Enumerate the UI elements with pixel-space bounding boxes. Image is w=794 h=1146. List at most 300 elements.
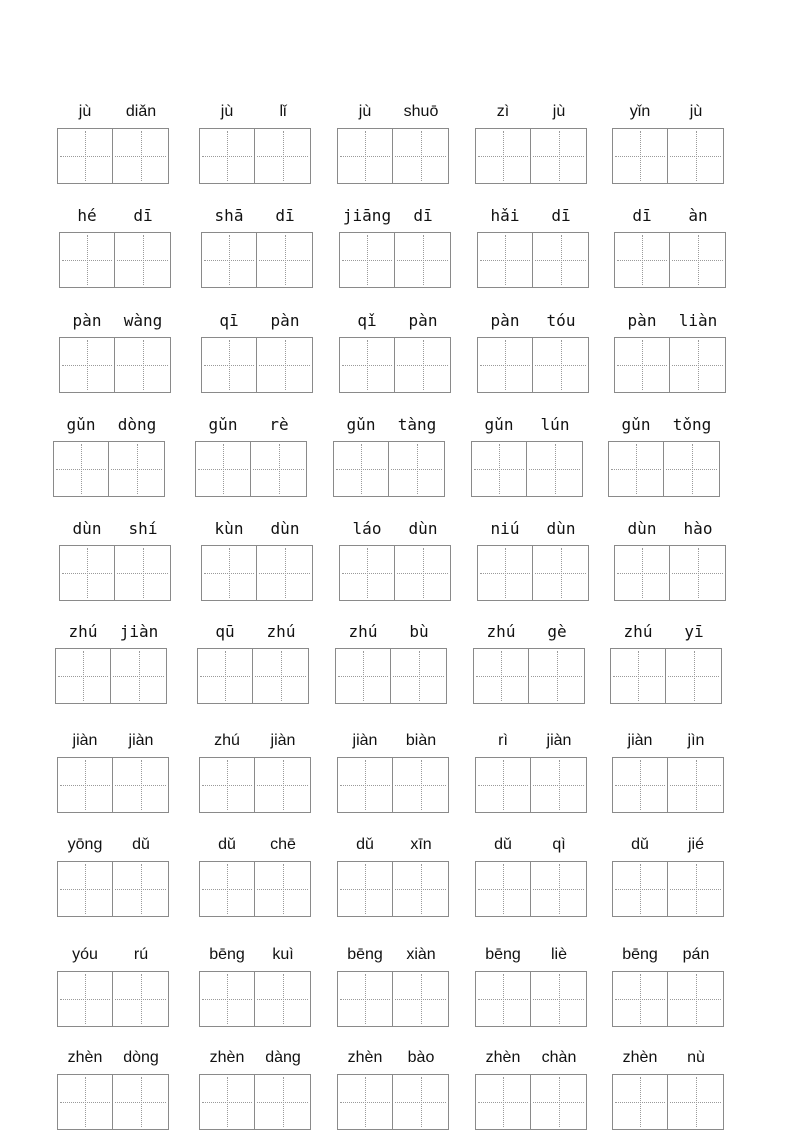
writing-cell[interactable] <box>395 232 451 288</box>
pinyin-right: bù <box>409 622 429 641</box>
writing-cell[interactable] <box>109 441 165 497</box>
pinyin-left: bēng <box>209 946 245 963</box>
word-item <box>475 1046 587 1146</box>
writing-cell[interactable] <box>395 545 451 601</box>
pinyin-right: dī <box>413 206 433 225</box>
writing-cell[interactable] <box>113 1074 169 1130</box>
pinyin-left: hǎi <box>490 206 520 225</box>
tianzige-box <box>195 441 307 497</box>
writing-cell[interactable] <box>339 545 395 601</box>
pinyin-right: àn <box>688 206 708 225</box>
pinyin-left: yǐn <box>629 103 651 120</box>
tianzige-box <box>201 232 313 288</box>
writing-cell[interactable] <box>335 648 391 704</box>
pinyin-right: jiàn <box>546 732 572 749</box>
pinyin-right: qì <box>552 836 566 853</box>
tianzige-box <box>614 337 726 393</box>
writing-cell[interactable] <box>668 128 724 184</box>
pinyin-left: jiàn <box>72 732 98 749</box>
writing-cell[interactable] <box>339 232 395 288</box>
word-item <box>475 729 587 829</box>
writing-cell[interactable] <box>475 757 531 813</box>
pinyin-left: jù <box>220 103 234 120</box>
word-item <box>612 833 724 933</box>
writing-cell[interactable] <box>533 232 589 288</box>
word-item <box>475 100 587 200</box>
tianzige-box <box>612 861 724 917</box>
word-item <box>195 413 307 513</box>
writing-cell[interactable] <box>195 441 251 497</box>
pinyin-right: rè <box>269 415 289 434</box>
writing-cell[interactable] <box>477 337 533 393</box>
word-item <box>201 309 313 409</box>
pinyin-left: pàn <box>72 311 102 330</box>
tianzige-box <box>475 861 587 917</box>
pinyin-left: dǔ <box>494 836 512 853</box>
pinyin-left: gǔn <box>66 415 96 434</box>
writing-cell[interactable] <box>201 232 257 288</box>
word-item <box>201 517 313 617</box>
writing-cell[interactable] <box>199 861 255 917</box>
writing-cell[interactable] <box>393 971 449 1027</box>
writing-cell[interactable] <box>57 971 113 1027</box>
tianzige-box <box>612 757 724 813</box>
writing-cell[interactable] <box>668 757 724 813</box>
pinyin-left: qǐ <box>357 311 377 330</box>
tianzige-box <box>57 1074 169 1130</box>
writing-cell[interactable] <box>529 648 585 704</box>
tianzige-box <box>199 757 311 813</box>
writing-cell[interactable] <box>670 232 726 288</box>
tianzige-box <box>473 648 585 704</box>
pinyin-left: rì <box>498 732 508 749</box>
tianzige-box <box>59 545 171 601</box>
tianzige-box <box>612 1074 724 1130</box>
word-item <box>199 100 311 200</box>
tianzige-box <box>614 545 726 601</box>
writing-cell[interactable] <box>531 757 587 813</box>
tianzige-box <box>197 648 309 704</box>
writing-cell[interactable] <box>475 861 531 917</box>
writing-cell[interactable] <box>610 648 666 704</box>
writing-cell[interactable] <box>257 232 313 288</box>
word-item <box>337 729 449 829</box>
tianzige-box <box>199 861 311 917</box>
tianzige-box <box>337 1074 449 1130</box>
pinyin-right: jìn <box>687 732 705 749</box>
writing-cell[interactable] <box>337 861 393 917</box>
writing-cell[interactable] <box>337 757 393 813</box>
tianzige-box <box>337 757 449 813</box>
writing-cell[interactable] <box>612 757 668 813</box>
pinyin-left: zhú <box>68 622 98 641</box>
writing-cell[interactable] <box>55 648 111 704</box>
word-item <box>337 943 449 1043</box>
pinyin-right: shí <box>128 519 158 538</box>
word-item <box>333 413 445 513</box>
pinyin-right: wàng <box>123 311 163 330</box>
pinyin-right: dòng <box>117 415 157 434</box>
pinyin-row <box>0 309 794 409</box>
word-item <box>57 100 169 200</box>
writing-cell[interactable] <box>670 545 726 601</box>
pinyin-left: shā <box>214 206 244 225</box>
tianzige-box <box>55 648 167 704</box>
writing-cell[interactable] <box>337 971 393 1027</box>
tianzige-box <box>201 545 313 601</box>
writing-cell[interactable] <box>531 1074 587 1130</box>
writing-cell[interactable] <box>612 128 668 184</box>
writing-cell[interactable] <box>53 441 109 497</box>
word-item <box>337 833 449 933</box>
word-item <box>335 620 447 720</box>
writing-cell[interactable] <box>253 648 309 704</box>
tianzige-box <box>475 1074 587 1130</box>
writing-cell[interactable] <box>612 971 668 1027</box>
word-item <box>59 204 171 304</box>
word-item <box>477 204 589 304</box>
pinyin-right: shuō <box>403 103 439 120</box>
word-item <box>614 309 726 409</box>
pinyin-right: jù <box>552 103 566 120</box>
writing-cell[interactable] <box>614 232 670 288</box>
word-item <box>614 204 726 304</box>
word-item <box>475 833 587 933</box>
pinyin-left: dùn <box>627 519 657 538</box>
word-item <box>610 620 722 720</box>
pinyin-left: bēng <box>622 946 658 963</box>
writing-cell[interactable] <box>333 441 389 497</box>
pinyin-left: zhú <box>623 622 653 641</box>
pinyin-right: tàng <box>397 415 437 434</box>
pinyin-left: zhèn <box>347 1049 383 1066</box>
tianzige-box <box>199 128 311 184</box>
writing-cell[interactable] <box>531 128 587 184</box>
writing-cell[interactable] <box>393 1074 449 1130</box>
pinyin-right: chē <box>270 836 296 853</box>
pinyin-left: zhèn <box>485 1049 521 1066</box>
tianzige-box <box>333 441 445 497</box>
pinyin-left: zhèn <box>67 1049 103 1066</box>
writing-cell[interactable] <box>197 648 253 704</box>
pinyin-row <box>0 943 794 1043</box>
word-item <box>57 833 169 933</box>
word-item <box>199 1046 311 1146</box>
writing-cell[interactable] <box>337 1074 393 1130</box>
writing-cell[interactable] <box>533 545 589 601</box>
writing-cell[interactable] <box>255 757 311 813</box>
tianzige-box <box>199 1074 311 1130</box>
word-item <box>53 413 165 513</box>
pinyin-left: zhú <box>486 622 516 641</box>
pinyin-left: zhú <box>214 732 240 749</box>
pinyin-right: liàn <box>678 311 718 330</box>
writing-cell[interactable] <box>59 337 115 393</box>
writing-cell[interactable] <box>251 441 307 497</box>
pinyin-left: láo <box>352 519 382 538</box>
tianzige-box <box>610 648 722 704</box>
pinyin-row <box>0 413 794 513</box>
writing-cell[interactable] <box>531 861 587 917</box>
pinyin-left: dǔ <box>631 836 649 853</box>
writing-cell[interactable] <box>199 971 255 1027</box>
pinyin-left: gǔn <box>208 415 238 434</box>
pinyin-right: dī <box>551 206 571 225</box>
pinyin-left: zhú <box>348 622 378 641</box>
tianzige-box <box>59 232 171 288</box>
pinyin-left: dǔ <box>218 836 236 853</box>
pinyin-row <box>0 1046 794 1146</box>
writing-cell[interactable] <box>199 757 255 813</box>
writing-cell[interactable] <box>475 971 531 1027</box>
pinyin-right: diǎn <box>125 103 157 120</box>
pinyin-right: dī <box>275 206 295 225</box>
tianzige-box <box>477 337 589 393</box>
writing-cell[interactable] <box>395 337 451 393</box>
pinyin-right: liè <box>550 946 567 963</box>
pinyin-left: jù <box>358 103 372 120</box>
pinyin-right: lún <box>540 415 570 434</box>
pinyin-right: xiàn <box>406 946 436 963</box>
word-item <box>339 204 451 304</box>
pinyin-right: nù <box>687 1049 705 1066</box>
writing-cell[interactable] <box>664 441 720 497</box>
pinyin-left: kùn <box>214 519 244 538</box>
word-item <box>55 620 167 720</box>
tianzige-box <box>475 128 587 184</box>
pinyin-right: dǔ <box>132 836 150 853</box>
word-item <box>199 833 311 933</box>
pinyin-left: qī <box>219 311 239 330</box>
word-item <box>612 943 724 1043</box>
word-item <box>477 517 589 617</box>
pinyin-row <box>0 729 794 829</box>
writing-cell[interactable] <box>614 545 670 601</box>
pinyin-left: zhèn <box>209 1049 245 1066</box>
pinyin-right: pàn <box>270 311 300 330</box>
pinyin-row <box>0 100 794 200</box>
word-item <box>612 1046 724 1146</box>
pinyin-left: pàn <box>490 311 520 330</box>
writing-cell[interactable] <box>393 128 449 184</box>
writing-cell[interactable] <box>475 128 531 184</box>
writing-cell[interactable] <box>668 971 724 1027</box>
writing-cell[interactable] <box>59 232 115 288</box>
word-item <box>199 943 311 1043</box>
pinyin-left: yōng <box>67 836 103 853</box>
writing-cell[interactable] <box>477 545 533 601</box>
tianzige-box <box>475 971 587 1027</box>
tianzige-box <box>57 861 169 917</box>
writing-cell[interactable] <box>255 128 311 184</box>
pinyin-right: rú <box>133 946 149 963</box>
pinyin-left: zì <box>496 103 510 120</box>
pinyin-left: jù <box>78 103 92 120</box>
writing-cell[interactable] <box>393 757 449 813</box>
writing-cell[interactable] <box>477 232 533 288</box>
pinyin-left: qū <box>215 622 235 641</box>
writing-cell[interactable] <box>115 337 171 393</box>
word-item <box>477 309 589 409</box>
pinyin-right: biàn <box>405 732 437 749</box>
pinyin-left: gǔn <box>484 415 514 434</box>
pinyin-right: yī <box>684 622 704 641</box>
word-item <box>473 620 585 720</box>
pinyin-right: dòng <box>123 1049 159 1066</box>
tianzige-box <box>339 545 451 601</box>
pinyin-right: lǐ <box>279 103 287 120</box>
writing-cell[interactable] <box>475 1074 531 1130</box>
writing-cell[interactable] <box>668 1074 724 1130</box>
pinyin-right: jiàn <box>270 732 296 749</box>
pinyin-left: dǔ <box>356 836 374 853</box>
pinyin-left: zhèn <box>622 1049 658 1066</box>
pinyin-row <box>0 517 794 617</box>
word-item <box>199 729 311 829</box>
pinyin-right: dàng <box>265 1049 301 1066</box>
writing-cell[interactable] <box>255 971 311 1027</box>
tianzige-box <box>475 757 587 813</box>
pinyin-left: niú <box>490 519 520 538</box>
writing-cell[interactable] <box>57 861 113 917</box>
tianzige-box <box>608 441 720 497</box>
word-item <box>339 309 451 409</box>
writing-cell[interactable] <box>668 861 724 917</box>
pinyin-left: bēng <box>485 946 521 963</box>
writing-cell[interactable] <box>111 648 167 704</box>
writing-cell[interactable] <box>115 232 171 288</box>
pinyin-left: dùn <box>72 519 102 538</box>
writing-cell[interactable] <box>612 1074 668 1130</box>
pinyin-right: dùn <box>408 519 438 538</box>
pinyin-right: jù <box>689 103 703 120</box>
pinyin-left: dī <box>632 206 652 225</box>
pinyin-row <box>0 204 794 304</box>
tianzige-box <box>335 648 447 704</box>
writing-cell[interactable] <box>255 861 311 917</box>
pinyin-right: bào <box>407 1049 435 1066</box>
tianzige-box <box>337 861 449 917</box>
pinyin-row <box>0 620 794 720</box>
writing-cell[interactable] <box>533 337 589 393</box>
writing-cell[interactable] <box>255 1074 311 1130</box>
writing-cell[interactable] <box>201 545 257 601</box>
pinyin-left: hé <box>77 206 97 225</box>
pinyin-right: zhú <box>266 622 296 641</box>
writing-cell[interactable] <box>113 757 169 813</box>
pinyin-right: chàn <box>541 1049 577 1066</box>
writing-cell[interactable] <box>393 861 449 917</box>
tianzige-box <box>477 232 589 288</box>
pinyin-right: pàn <box>408 311 438 330</box>
writing-cell[interactable] <box>670 337 726 393</box>
word-item <box>475 943 587 1043</box>
writing-cell[interactable] <box>339 337 395 393</box>
writing-cell[interactable] <box>59 545 115 601</box>
writing-cell[interactable] <box>614 337 670 393</box>
pinyin-right: tóu <box>546 311 576 330</box>
writing-cell[interactable] <box>531 971 587 1027</box>
word-item <box>471 413 583 513</box>
word-item <box>59 309 171 409</box>
tianzige-box <box>612 971 724 1027</box>
pinyin-right: hào <box>683 519 713 538</box>
tianzige-box <box>471 441 583 497</box>
writing-cell[interactable] <box>257 337 313 393</box>
tianzige-box <box>57 128 169 184</box>
pinyin-right: dùn <box>270 519 300 538</box>
pinyin-left: gǔn <box>346 415 376 434</box>
tianzige-box <box>59 337 171 393</box>
writing-cell[interactable] <box>473 648 529 704</box>
writing-cell[interactable] <box>337 128 393 184</box>
pinyin-right: gè <box>547 622 567 641</box>
writing-cell[interactable] <box>57 1074 113 1130</box>
writing-cell[interactable] <box>257 545 313 601</box>
pinyin-right: dùn <box>546 519 576 538</box>
writing-cell[interactable] <box>527 441 583 497</box>
pinyin-right: kuì <box>272 946 294 963</box>
writing-cell[interactable] <box>115 545 171 601</box>
pinyin-left: yóu <box>72 946 98 963</box>
word-item <box>612 729 724 829</box>
writing-cell[interactable] <box>57 128 113 184</box>
writing-cell[interactable] <box>612 861 668 917</box>
pinyin-right: jiàn <box>119 622 159 641</box>
tianzige-box <box>612 128 724 184</box>
pinyin-left: pàn <box>627 311 657 330</box>
writing-cell[interactable] <box>199 128 255 184</box>
tianzige-box <box>614 232 726 288</box>
pinyin-right: jiàn <box>128 732 154 749</box>
pinyin-left: jiàn <box>627 732 653 749</box>
word-item <box>59 517 171 617</box>
writing-cell[interactable] <box>113 128 169 184</box>
writing-cell[interactable] <box>666 648 722 704</box>
tianzige-box <box>199 971 311 1027</box>
tianzige-box <box>337 128 449 184</box>
writing-cell[interactable] <box>391 648 447 704</box>
writing-cell[interactable] <box>608 441 664 497</box>
pinyin-left: gǔn <box>621 415 651 434</box>
pinyin-right: dī <box>133 206 153 225</box>
tianzige-box <box>57 757 169 813</box>
tianzige-box <box>337 971 449 1027</box>
word-item <box>57 943 169 1043</box>
writing-cell[interactable] <box>199 1074 255 1130</box>
word-item <box>197 620 309 720</box>
word-item <box>57 1046 169 1146</box>
word-item <box>339 517 451 617</box>
pinyin-right: tǒng <box>672 415 712 434</box>
pinyin-right: xīn <box>410 836 432 853</box>
tianzige-box <box>477 545 589 601</box>
pinyin-right: jié <box>687 836 704 853</box>
writing-cell[interactable] <box>57 757 113 813</box>
writing-cell[interactable] <box>113 861 169 917</box>
writing-cell[interactable] <box>113 971 169 1027</box>
pinyin-left: bēng <box>347 946 383 963</box>
writing-cell[interactable] <box>389 441 445 497</box>
writing-cell[interactable] <box>471 441 527 497</box>
tianzige-box <box>201 337 313 393</box>
word-item <box>57 729 169 829</box>
tianzige-box <box>57 971 169 1027</box>
pinyin-left: jiàn <box>352 732 378 749</box>
writing-cell[interactable] <box>201 337 257 393</box>
word-item <box>608 413 720 513</box>
word-item <box>337 100 449 200</box>
